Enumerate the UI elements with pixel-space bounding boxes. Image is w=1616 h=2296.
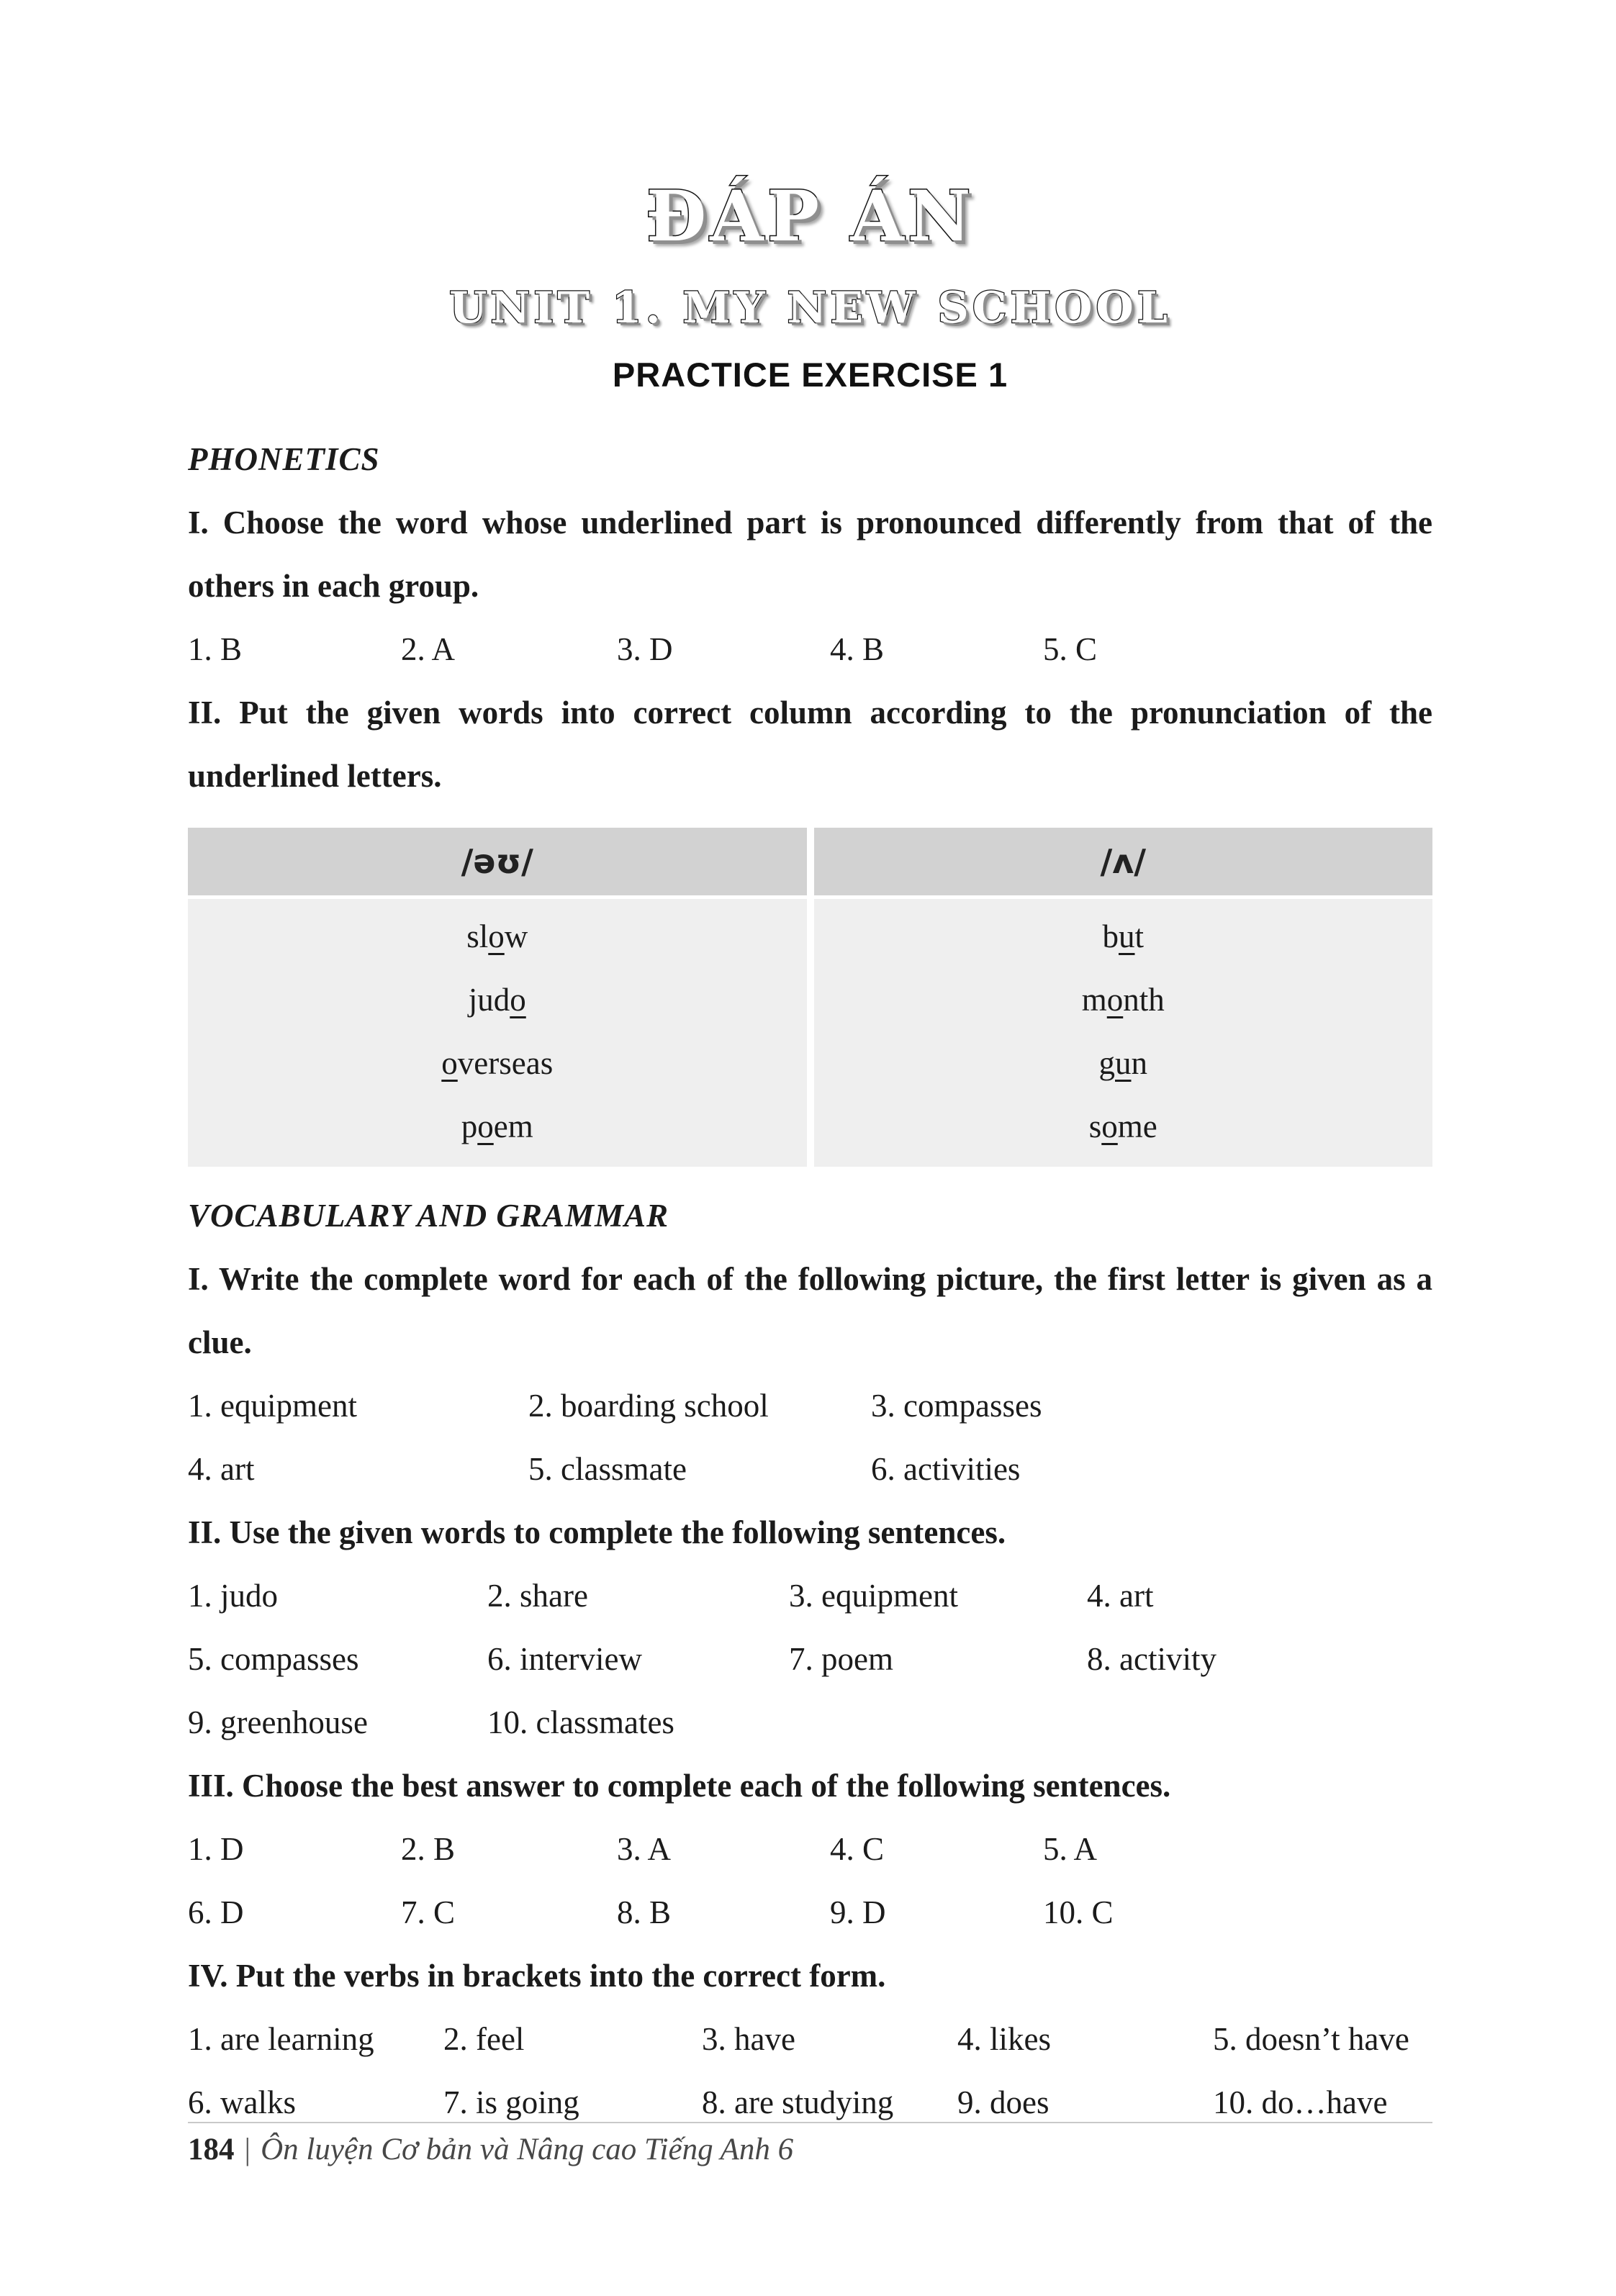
- vocabulary-ex2-title: II. Use the given words to complete the following sentences.: [188, 1514, 1006, 1551]
- answer-item: 6. interview: [487, 1641, 642, 1678]
- table-cell: [814, 905, 1433, 968]
- word-part: s: [1088, 1108, 1102, 1145]
- exercise-title: PRACTICE EXERCISE 1: [612, 356, 1008, 394]
- word-part: em: [493, 1108, 533, 1145]
- table-body-uh: [814, 899, 1433, 1167]
- answer-item: 2. B: [401, 1831, 456, 1868]
- word-part: n: [1131, 1045, 1147, 1082]
- answer-item: 1. D: [188, 1831, 244, 1868]
- vocabulary-ex3-answers-row2: [188, 1881, 1432, 1944]
- answer-item: 4. art: [188, 1451, 255, 1488]
- underlined-letter: o: [1101, 1108, 1118, 1145]
- page-title: ĐÁP ÁN: [646, 176, 975, 257]
- answer-item: 1. equipment: [188, 1388, 357, 1424]
- vocabulary-ex1-answers-row1: [188, 1374, 1432, 1437]
- vocabulary-ex2-answers-row3: [188, 1691, 1432, 1754]
- word-part: b: [1102, 918, 1119, 955]
- answer-item: 6. walks: [188, 2084, 296, 2121]
- answer-item: 4. B: [830, 631, 885, 668]
- vocabulary-ex4-answers-row1: [188, 2007, 1432, 2071]
- word-part: p: [461, 1108, 478, 1145]
- answer-item: 10. classmates: [487, 1704, 674, 1741]
- underlined-letter: u: [1118, 918, 1135, 955]
- table-header-ou: /əʊ/: [188, 828, 807, 895]
- footer-divider: [188, 2122, 1432, 2123]
- unit-title: UNIT 1. MY NEW SCHOOL: [449, 283, 1171, 334]
- vocabulary-ex3-answers-row1: [188, 1817, 1432, 1881]
- underlined-letter: o: [477, 1108, 494, 1145]
- answer-item: 4. C: [830, 1831, 885, 1868]
- pronunciation-table: [188, 828, 1432, 1167]
- page-number: 184: [188, 2133, 235, 2166]
- vocabulary-ex2-answers-row1: [188, 1564, 1432, 1627]
- answer-item: 10. do…have: [1213, 2084, 1388, 2121]
- answer-key-body: [188, 428, 1432, 2134]
- answer-item: 3. compasses: [871, 1388, 1042, 1424]
- answer-item: 9. greenhouse: [188, 1704, 368, 1741]
- vocabulary-ex3-title: III. Choose the best answer to complete each of the following sentences.: [188, 1768, 1171, 1804]
- table-cell: [814, 968, 1433, 1031]
- word-part: sl: [466, 918, 489, 955]
- word-part: verseas: [457, 1045, 554, 1082]
- answer-item: 9. D: [830, 1894, 886, 1931]
- vocabulary-ex1-title: I. Write the complete word for each of the following picture, the first letter is given as a clue.: [188, 1261, 1432, 1361]
- table-cell: [188, 968, 807, 1031]
- table-cell: [188, 1095, 807, 1158]
- vocabulary-heading: VOCABULARY AND GRAMMAR: [188, 1198, 669, 1234]
- phonetics-ex2-title: II. Put the given words into correct column according to the pronunciation of the underlined letters.: [188, 695, 1432, 795]
- word-part: m: [1081, 982, 1107, 1018]
- phonetics-heading: PHONETICS: [188, 441, 380, 478]
- page-content: [188, 0, 1432, 2134]
- answer-item: 1. B: [188, 631, 243, 668]
- answer-item: 2. share: [487, 1578, 588, 1614]
- vocabulary-ex1-answers-row2: [188, 1437, 1432, 1501]
- vocabulary-ex4-answers-row2: [188, 2071, 1432, 2134]
- answer-item: 5. A: [1043, 1831, 1098, 1868]
- table-body-ou: [188, 899, 807, 1167]
- answer-item: 8. activity: [1087, 1641, 1216, 1678]
- underlined-letter: o: [488, 918, 505, 955]
- answer-item: 10. C: [1043, 1894, 1114, 1931]
- answer-item: 5. doesn’t have: [1213, 2021, 1409, 2058]
- word-part: jud: [468, 982, 510, 1018]
- phonetics-ex1-title: I. Choose the word whose underlined part is pronounced differently from that of the others in each group.: [188, 505, 1432, 605]
- answer-item: 7. C: [401, 1894, 456, 1931]
- underlined-letter: u: [1115, 1045, 1132, 1082]
- word-part: t: [1134, 918, 1144, 955]
- underlined-letter: o: [510, 982, 526, 1018]
- page-footer: [188, 2132, 1432, 2167]
- answer-item: 3. have: [702, 2021, 795, 2058]
- table-cell: [814, 1095, 1433, 1158]
- answer-item: 5. compasses: [188, 1641, 359, 1678]
- answer-item: 3. A: [617, 1831, 672, 1868]
- answer-item: 2. A: [401, 631, 456, 668]
- answer-item: 3. equipment: [789, 1578, 958, 1614]
- answer-item: 2. feel: [443, 2021, 525, 2058]
- answer-item: 3. D: [617, 631, 673, 668]
- footer-separator: |: [244, 2133, 251, 2166]
- book-title: Ôn luyện Cơ bản và Nâng cao Tiếng Anh 6: [261, 2133, 794, 2166]
- table-column-uh: [814, 828, 1433, 1167]
- answer-item: 4. likes: [957, 2021, 1051, 2058]
- word-part: w: [504, 918, 528, 955]
- answer-item: 7. poem: [789, 1641, 893, 1678]
- table-header-uh: /ʌ/: [814, 828, 1433, 895]
- table-cell: [814, 1031, 1433, 1095]
- answer-item: 6. activities: [871, 1451, 1021, 1488]
- answer-item: 7. is going: [443, 2084, 579, 2121]
- answer-item: 8. are studying: [702, 2084, 894, 2121]
- table-column-ou: [188, 828, 807, 1167]
- word-part: me: [1117, 1108, 1157, 1145]
- word-part: nth: [1123, 982, 1165, 1018]
- answer-item: 8. B: [617, 1894, 672, 1931]
- answer-item: 9. does: [957, 2084, 1050, 2121]
- vocabulary-ex2-answers-row2: [188, 1627, 1432, 1691]
- word-part: g: [1098, 1045, 1115, 1082]
- phonetics-ex1-answers: [188, 618, 1432, 681]
- table-cell: [188, 1031, 807, 1095]
- answer-item: 6. D: [188, 1894, 244, 1931]
- answer-item: 5. classmate: [528, 1451, 687, 1488]
- answer-item: 1. judo: [188, 1578, 279, 1614]
- answer-item: 4. art: [1087, 1578, 1154, 1614]
- answer-item: 1. are learning: [188, 2021, 374, 2058]
- answer-item: 5. C: [1043, 631, 1098, 668]
- vocabulary-ex4-title: IV. Put the verbs in brackets into the correct form.: [188, 1958, 886, 1994]
- table-cell: [188, 905, 807, 968]
- underlined-letter: o: [1106, 982, 1124, 1018]
- answer-item: 2. boarding school: [528, 1388, 769, 1424]
- underlined-letter: o: [441, 1045, 458, 1082]
